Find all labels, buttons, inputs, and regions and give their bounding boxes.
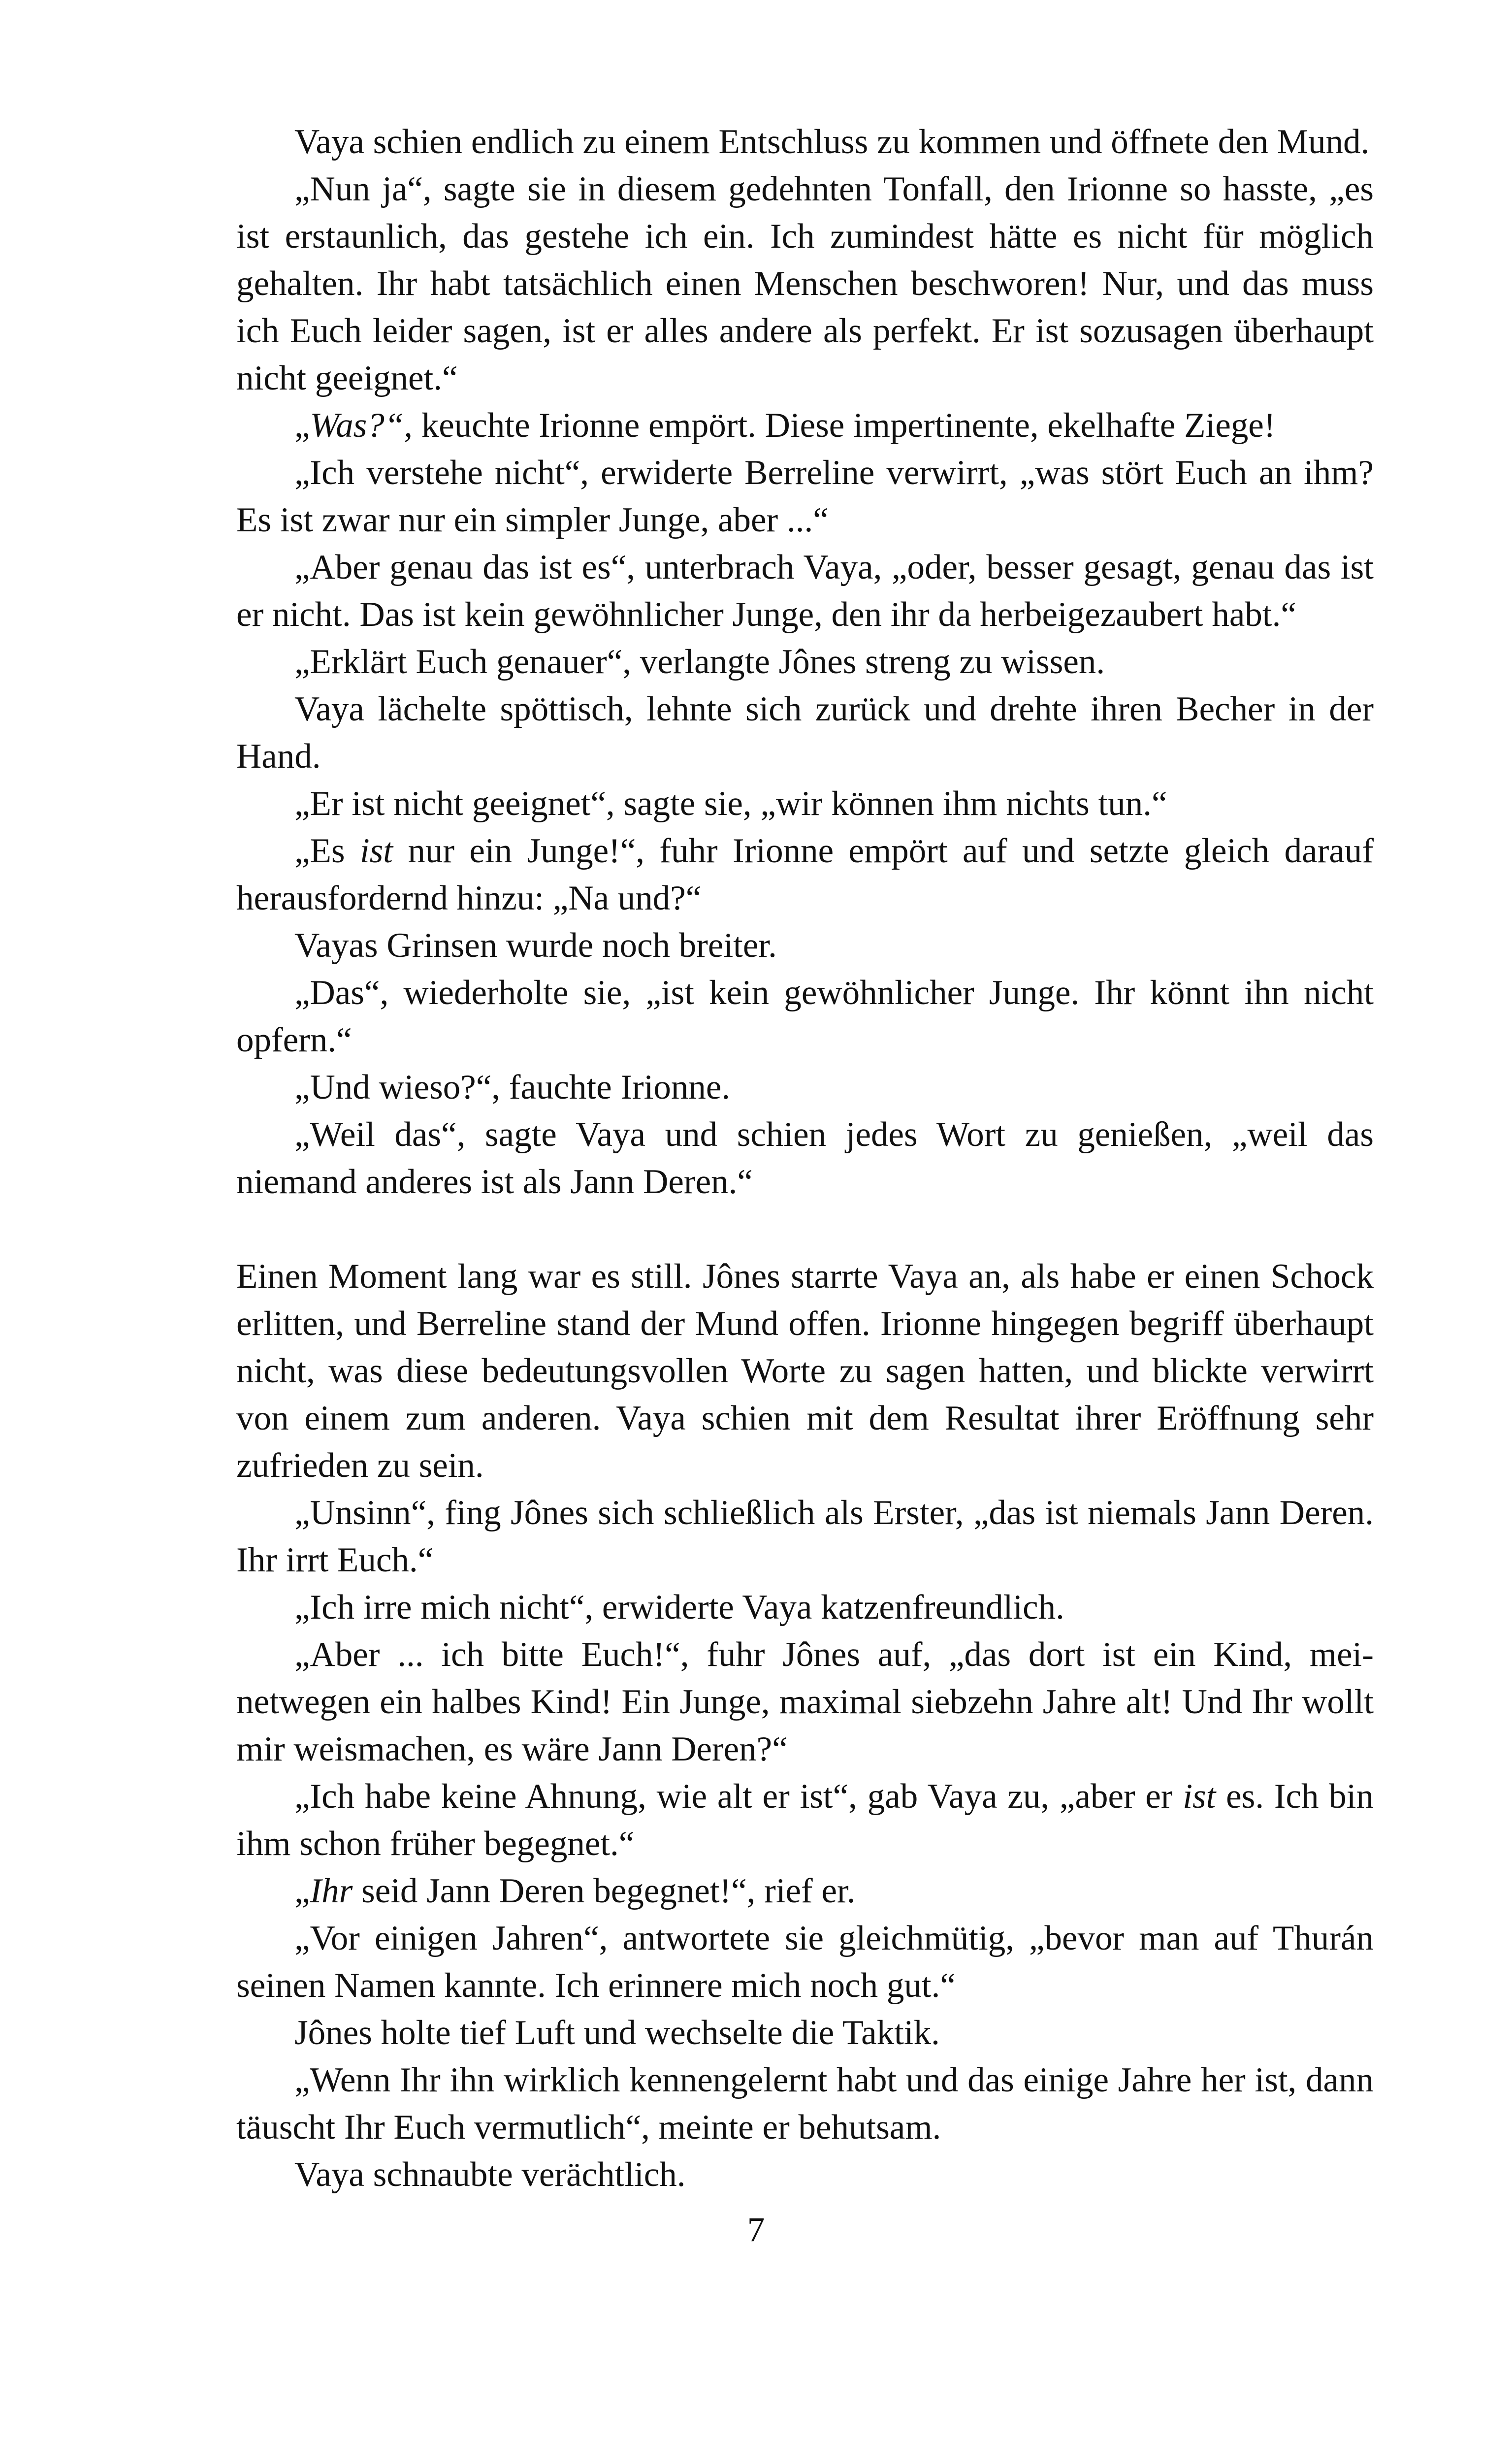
italic-text-run: ist bbox=[359, 832, 393, 870]
text-run: „Unsinn“, fing Jônes sich schließlich als Erster, „das ist niemals Jann Deren. Ihr irrt Euch.“ bbox=[236, 1494, 1374, 1579]
text-run: „Erklärt Euch genauer“, verlangte Jônes streng zu wissen. bbox=[294, 643, 1105, 681]
text-run: „Ich verstehe nicht“, erwiderte Berreline verwirrt, „was stört Euch an ihm? Es ist zwar nur ein simpler Junge, aber ...“ bbox=[236, 454, 1374, 539]
text-run: Jônes holte tief Luft und wechselte die Taktik. bbox=[294, 2014, 940, 2052]
paragraph bbox=[236, 2151, 1374, 2198]
italic-text-run: Ihr bbox=[310, 1872, 353, 1910]
text-run: „ bbox=[294, 1872, 310, 1910]
text-run: „Es bbox=[294, 832, 360, 870]
text-run: „Aber genau das ist es“, unterbrach Vaya, „oder, besser gesagt, genau das ist er nicht. Das ist kein gewöhnlicher Junge, den ihr da herbeigezaubert habt.“ bbox=[236, 548, 1374, 634]
paragraph bbox=[236, 1915, 1374, 2009]
paragraph bbox=[236, 638, 1374, 685]
text-run: seid Jann Deren begegnet!“, rief er. bbox=[353, 1872, 856, 1910]
italic-text-run: Was?“, bbox=[310, 406, 413, 445]
text-run: Vayas Grinsen wurde noch breiter. bbox=[294, 926, 777, 965]
paragraph bbox=[236, 1867, 1374, 1915]
paragraph bbox=[236, 1064, 1374, 1111]
text-run: nur ein Junge!“, fuhr Irionne empört auf und setzte gleich darauf herausfordernd hinzu: „Na und?“ bbox=[236, 832, 1374, 917]
text-run: „Vor einigen Jahren“, antwortete sie gleichmütig, „bevor man auf Thurán seinen Namen kannte. Ich erinnere mich noch gut.“ bbox=[236, 1919, 1374, 2005]
text-run: „Aber ... ich bitte Euch!“, fuhr Jônes auf, „das dort ist ein Kind, mei-netwegen ein halbes Kind! Ein Junge, maximal siebzehn Jahre alt! Und Ihr wollt mir weismachen, es wäre Jann Deren?“ bbox=[236, 1635, 1374, 1768]
text-run: „Ich habe keine Ahnung, wie alt er ist“, gab Vaya zu, „aber er bbox=[294, 1777, 1183, 1816]
paragraph bbox=[236, 1253, 1374, 1489]
text-run: „Ich irre mich nicht“, erwiderte Vaya katzenfreundlich. bbox=[294, 1588, 1064, 1627]
paragraph bbox=[236, 544, 1374, 638]
paragraph bbox=[236, 780, 1374, 827]
text-run: „Und wieso?“, fauchte Irionne. bbox=[294, 1068, 731, 1107]
text-run: Vaya schien endlich zu einem Entschluss zu kommen und öffnete den Mund. bbox=[294, 123, 1370, 161]
text-run: Einen Moment lang war es still. Jônes starrte Vaya an, als habe er einen Schock erlitten, und Berreline stand der Mund offen. Irionne hingegen begriff überhaupt nicht, was diese bedeutungsvollen Worte zu sagen hatten, und blickte verwirrt von einem zum anderen. Vaya schien mit dem Resultat ihrer Eröffnung sehr zufrieden zu sein. bbox=[236, 1257, 1374, 1485]
paragraph bbox=[236, 1773, 1374, 1867]
paragraph bbox=[236, 118, 1374, 165]
paragraph bbox=[236, 1489, 1374, 1584]
text-run: „Wenn Ihr ihn wirklich kennengelernt habt und das einige Jahre her ist, dann täuscht Ihr Euch vermutlich“, meinte er behutsam. bbox=[236, 2061, 1374, 2147]
text-run: keuchte Irionne empört. Diese impertinente, ekelhafte Ziege! bbox=[413, 406, 1276, 445]
text-run: „Weil das“, sagte Vaya und schien jedes Wort zu genießen, „weil das niemand anderes ist als Jann Deren.“ bbox=[236, 1115, 1374, 1201]
paragraph bbox=[236, 1111, 1374, 1205]
text-run: Vaya schnaubte verächtlich. bbox=[294, 2155, 686, 2194]
text-run: Vaya lächelte spöttisch, lehnte sich zurück und drehte ihren Becher in der Hand. bbox=[236, 690, 1374, 776]
paragraph bbox=[236, 165, 1374, 402]
paragraph bbox=[236, 449, 1374, 544]
text-run: „Er ist nicht geeignet“, sagte sie, „wir können ihm nichts tun.“ bbox=[294, 784, 1167, 823]
text-run: es. Ich bin ihm schon früher begegnet.“ bbox=[236, 1777, 1374, 1863]
paragraph bbox=[236, 2056, 1374, 2151]
paragraph bbox=[236, 1631, 1374, 1773]
page-number: 7 bbox=[747, 2211, 765, 2249]
text-run: „ bbox=[294, 406, 310, 445]
italic-text-run: ist bbox=[1183, 1777, 1216, 1816]
paragraph bbox=[236, 685, 1374, 780]
paragraph bbox=[236, 827, 1374, 922]
body-text bbox=[236, 118, 1374, 2198]
paragraph bbox=[236, 2009, 1374, 2056]
text-run: „Nun ja“, sagte sie in diesem gedehnten Tonfall, den Irionne so hasste, „es ist erstaunlich, das gestehe ich ein. Ich zumindest hätte es nicht für möglich gehalten. Ihr habt tatsächlich einen Menschen beschworen! Nur, und das muss ich Euch leider sagen, ist er alles andere als perfekt. Er ist sozusagen überhaupt nicht geeignet.“ bbox=[236, 170, 1374, 397]
paragraph bbox=[236, 1584, 1374, 1631]
text-run: „Das“, wiederholte sie, „ist kein gewöhnlicher Junge. Ihr könnt ihn nicht opfern.“ bbox=[236, 974, 1374, 1059]
paragraph bbox=[236, 969, 1374, 1064]
paragraph bbox=[236, 402, 1374, 449]
paragraph bbox=[236, 922, 1374, 969]
